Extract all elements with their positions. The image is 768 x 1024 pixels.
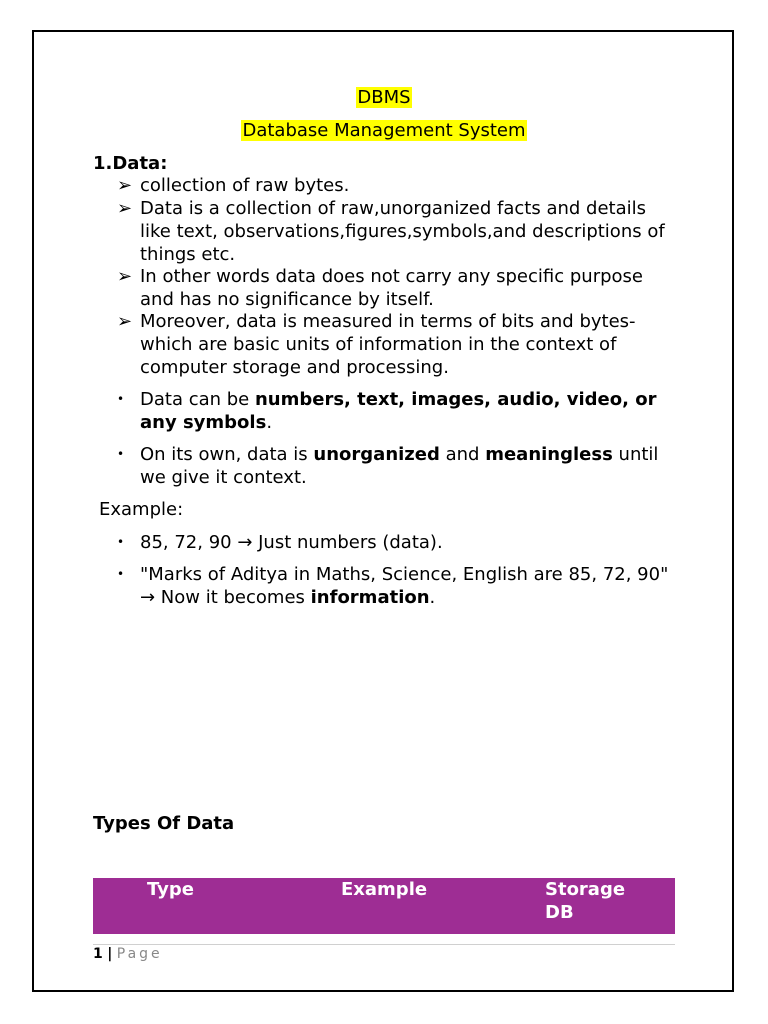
page-footer <box>93 945 163 963</box>
dot-bullet-icon: • <box>117 567 125 581</box>
example-item: • "Marks of Aditya in Maths, Science, English are 85, 72, 90" → Now it becomes information. <box>117 564 669 608</box>
types-of-data-heading: Types Of Data <box>93 813 235 834</box>
footer-separator: | <box>107 946 113 962</box>
arrow-list-item: ➢ collection of raw bytes. <box>117 175 350 196</box>
example-label: Example: <box>99 499 184 520</box>
arrow-list-item: ➢ Moreover, data is measured in terms of bits and bytes-which are basic units of information in the context of computer storage and processing. <box>117 311 636 378</box>
bullet-list-item: • On its own, data is unorganized and meaningless until we give it context. <box>117 444 659 488</box>
document-subtitle: Database Management System <box>242 120 526 141</box>
dot-bullet-icon: • <box>117 392 125 406</box>
arrow-list-item: ➢ Data is a collection of raw,unorganized facts and details like text, observations,figures,symbols,and descriptions of things etc. <box>117 198 665 265</box>
page-label: Page <box>116 946 163 962</box>
footer-divider <box>93 944 675 945</box>
dot-bullet-icon: • <box>117 535 125 549</box>
example-item: • 85, 72, 90 → Just numbers (data). <box>117 532 443 553</box>
section-heading-data: 1.Data: <box>93 153 168 174</box>
page-number: 1 <box>93 946 103 962</box>
types-table-header-row <box>93 878 675 934</box>
document-title: DBMS <box>357 87 411 108</box>
arrow-list-item: ➢ In other words data does not carry any specific purpose and has no significance by itself. <box>117 266 643 310</box>
table-header-example: Example <box>341 879 428 900</box>
table-header-type: Type <box>147 879 194 900</box>
arrow-bullet-icon: ➢ <box>117 175 133 196</box>
dot-bullet-icon: • <box>117 447 125 461</box>
bullet-list-item: • Data can be numbers, text, images, audio, video, or any symbols. <box>117 389 657 433</box>
arrow-bullet-icon: ➢ <box>117 198 133 219</box>
arrow-bullet-icon: ➢ <box>117 266 133 287</box>
arrow-bullet-icon: ➢ <box>117 311 133 332</box>
table-header-storage: Storage DB <box>545 879 626 923</box>
